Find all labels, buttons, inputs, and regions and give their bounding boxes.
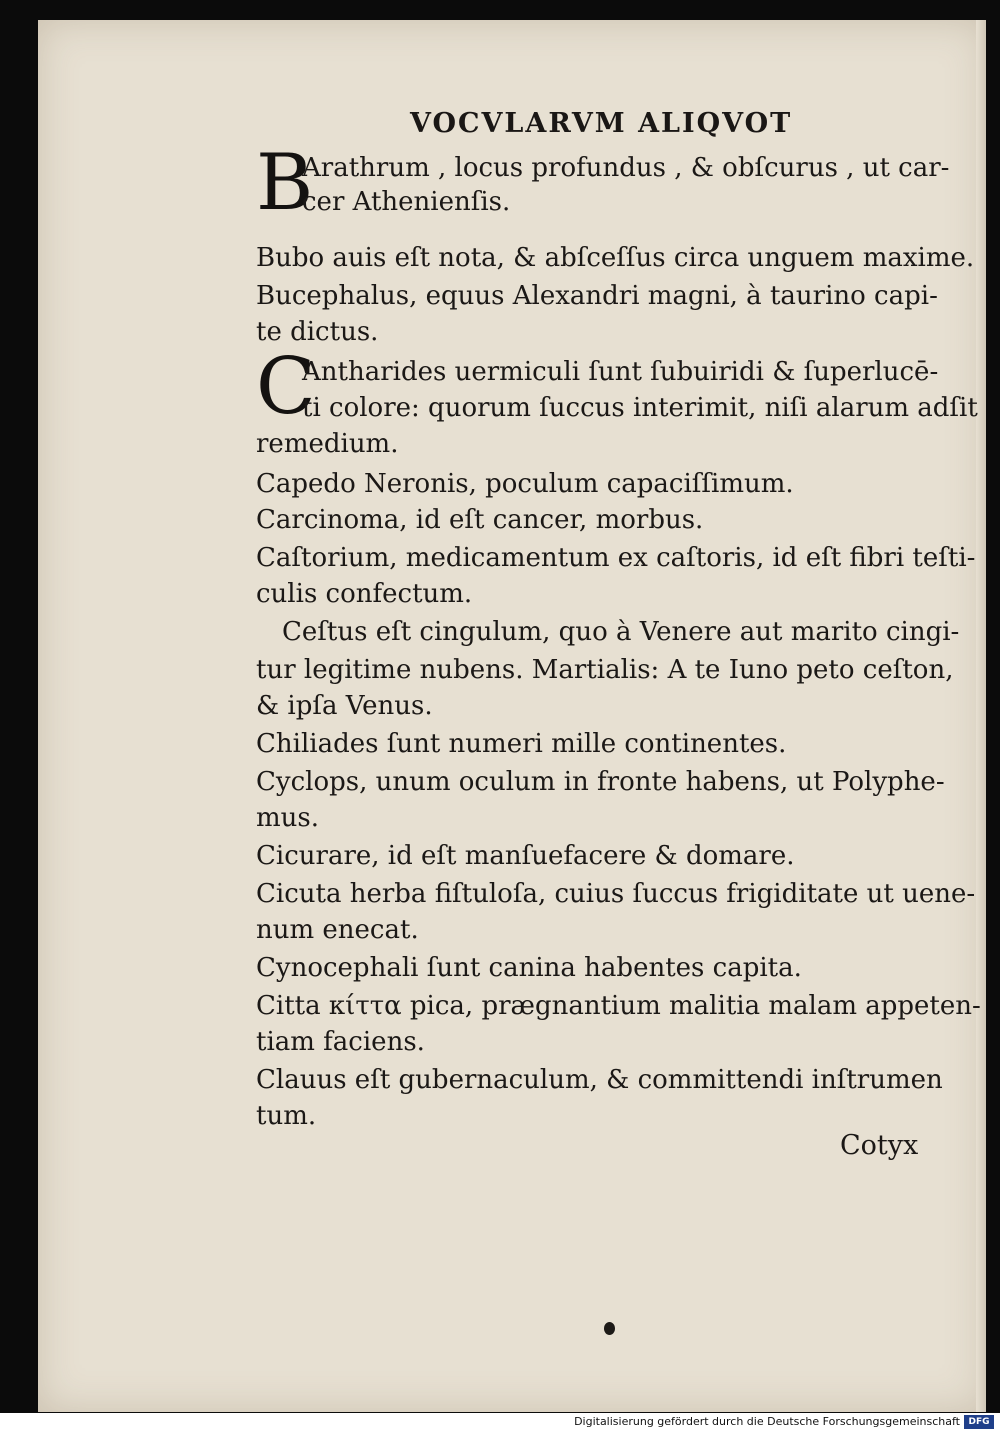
entry-barathrum-line-1: Arathrum , locus profundus , & obſcurus , ut car- [302,153,950,183]
entry-clauus-line-2: tum. [256,1101,317,1131]
dfg-logo[interactable]: DFG [964,1415,994,1429]
entry-cestus-line-2: tur legitime nubens. Martialis: A te Iuno peto ceſton, [256,655,954,685]
initial-c: C [256,342,316,432]
entry-cestus-line-1: Ceſtus eſt cingulum, quo à Venere aut marito cingi- [282,617,960,647]
entry-cestus-line-3: & ipſa Venus. [256,691,433,721]
entry-cicurare: Cicurare, id eſt manſuefacere & domare. [256,841,795,871]
entry-citta-line-2: tiam faciens. [256,1027,425,1057]
footer-bar [0,1413,1000,1433]
running-header: VOCVLARVM ALIQVOT [410,108,793,139]
entry-castorium-line-1: Caſtorium, medicamentum ex caſtoris, id eſt fibri teſti- [256,543,976,573]
entry-cantharides-line-3: remedium. [256,429,399,459]
entry-capedo: Capedo Neronis, poculum capaciſſimum. [256,469,794,499]
ink-spot [604,1322,615,1335]
entry-chiliades: Chiliades ſunt numeri mille continentes. [256,729,787,759]
entry-cicuta-line-1: Cicuta herba fiſtuloſa, cuius ſuccus frigiditate ut uene- [256,879,976,909]
entry-castorium-line-2: culis confectum. [256,579,473,609]
book-page [38,20,986,1412]
entry-cyclops-line-1: Cyclops, unum oculum in fronte habens, ut Polyphe- [256,767,945,797]
page-edge [976,20,986,1412]
entry-cantharides-line-2: ti colore: quorum ſuccus interimit, niſi alarum adſit [302,393,978,423]
entry-barathrum-line-2: cer Athenienſis. [302,187,511,217]
entry-bucephalus-line-1: Bucephalus, equus Alexandri magni, à taurino capi- [256,281,938,311]
initial-b: B [256,138,314,228]
entry-carcinoma: Carcinoma, id eſt cancer, morbus. [256,505,704,535]
entry-cicuta-line-2: num enecat. [256,915,419,945]
entry-bucephalus-line-2: te dictus. [256,317,379,347]
entry-citta-line-1: Citta κίττα pica, prægnantium malitia malam appeten- [256,991,981,1021]
funding-notice: Digitalisierung gefördert durch die Deutsche Forschungsgemeinschaft [574,1415,960,1428]
entry-cyclops-line-2: mus. [256,803,320,833]
entry-bubo: Bubo auis eſt nota, & abſceſſus circa unguem maxime. [256,243,975,273]
entry-clauus-line-1: Clauus eſt gubernaculum, & committendi inſtrumen [256,1065,943,1095]
entry-cynocephali: Cynocephali ſunt canina habentes capita. [256,953,802,983]
entry-cantharides-line-1: Antharides uermiculi ſunt ſubuiridi & ſuperlucē- [302,357,939,387]
catchword: Cotyx [840,1130,919,1161]
